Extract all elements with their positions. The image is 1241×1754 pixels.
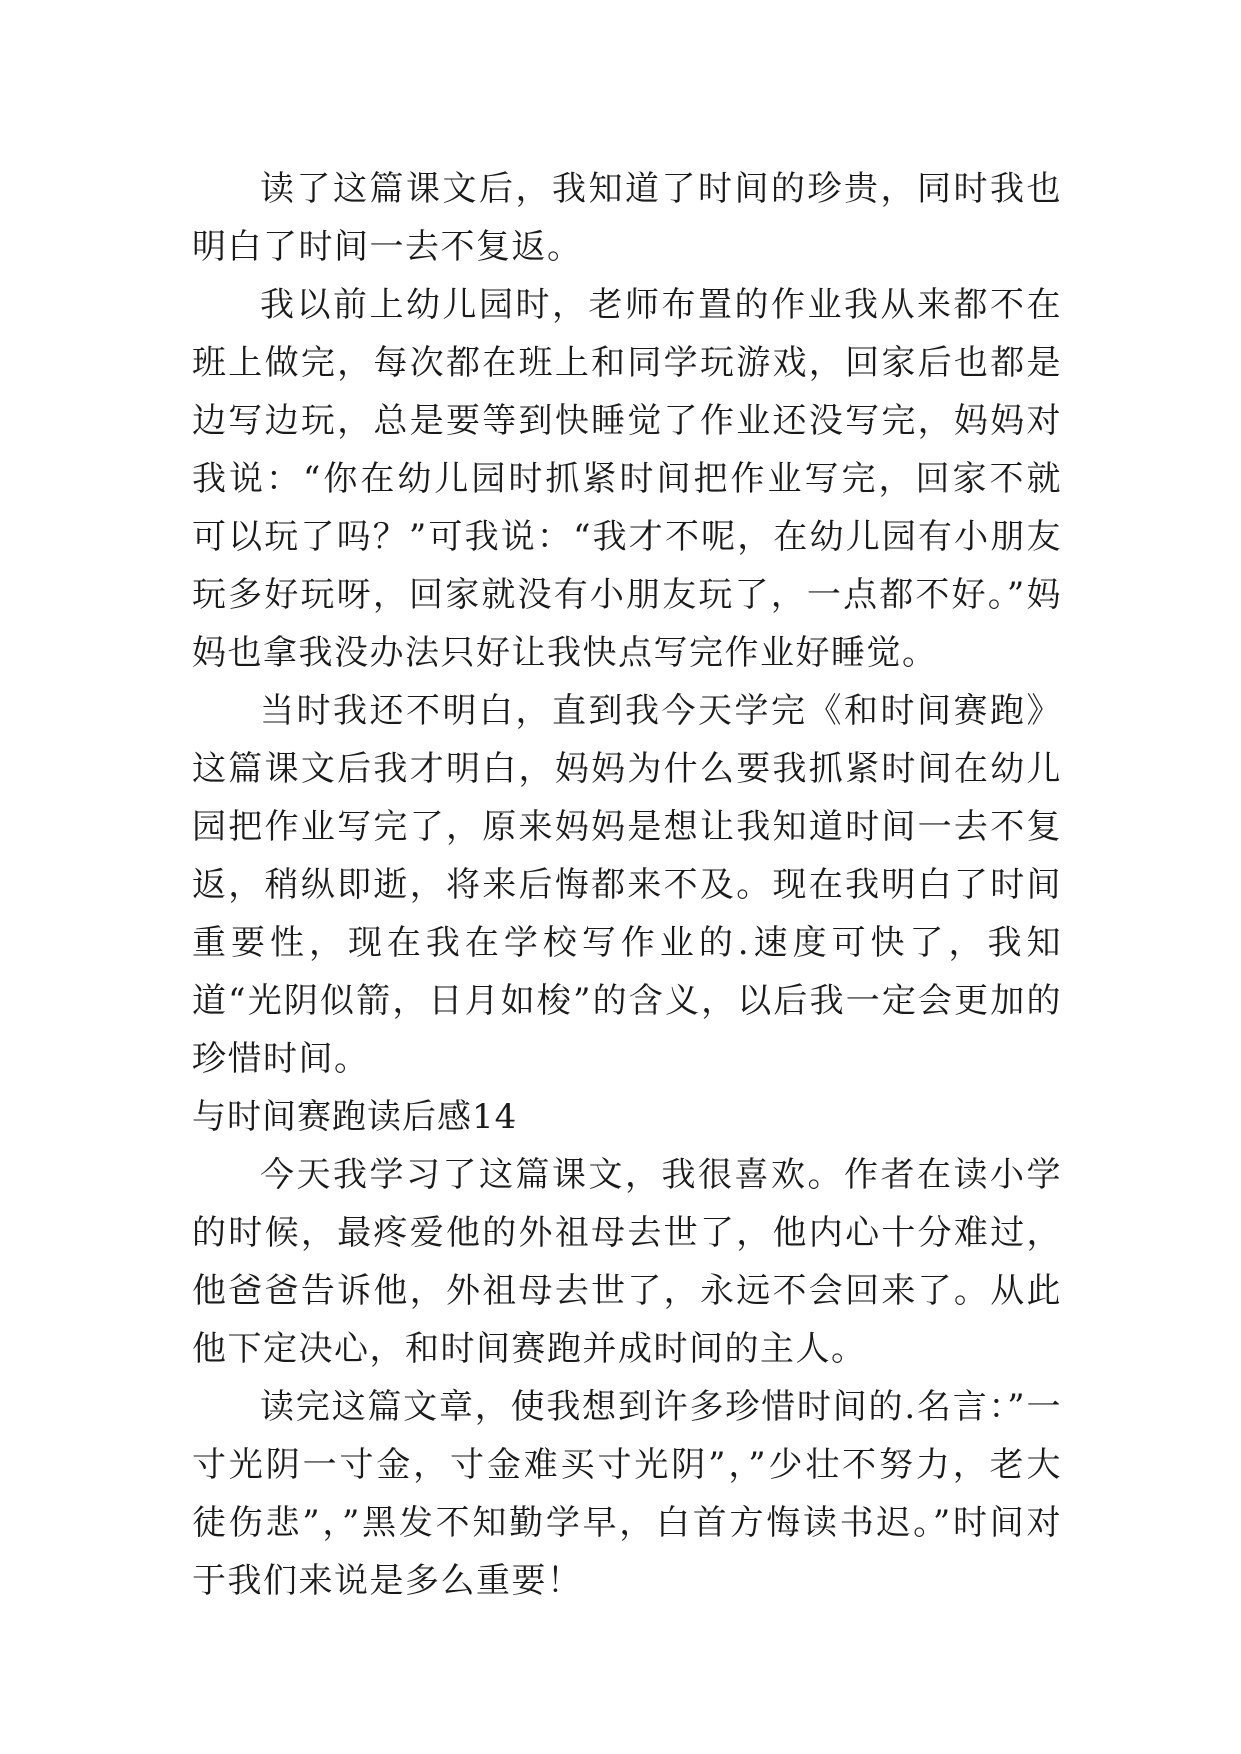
paragraph-4: 今天我学习了这篇课文，我很喜欢。作者在读小学的时候，最疼爱他的外祖母去世了，他内心十分难过，他爸爸告诉他，外祖母去世了，永远不会回来了。从此他下定决心，和时间赛跑并成时间的主人。 bbox=[192, 1155, 1062, 1369]
paragraph-2: 我以前上幼儿园时，老师布置的作业我从来都不在班上做完，每次都在班上和同学玩游戏，回家后也都是边写边玩，总是要等到快睡觉了作业还没写完，妈妈对我说：“你在幼儿园时抓紧时间把作业写完，回家不就可以玩了吗？”可我说：“我才不呢，在幼儿园有小朋友玩多好玩呀，回家就没有小朋友玩了，一点都不好。”妈妈也拿我没办法只好让我快点写完作业好睡觉。 bbox=[192, 285, 1062, 673]
document-body bbox=[192, 160, 1062, 1610]
paragraph-1: 读了这篇课文后，我知道了时间的珍贵，同时我也明白了时间一去不复返。 bbox=[192, 169, 1062, 267]
paragraph-3: 当时我还不明白，直到我今天学完《和时间赛跑》这篇课文后我才明白，妈妈为什么要我抓紧时间在幼儿园把作业写完了，原来妈妈是想让我知道时间一去不复返，稍纵即逝，将来后悔都来不及。现在我明白了时间重要性，现在我在学校写作业的.速度可快了，我知道“光阴似箭，日月如梭”的含义，以后我一定会更加的珍惜时间。 bbox=[192, 691, 1062, 1079]
paragraph-5: 读完这篇文章，使我想到许多珍惜时间的.名言：”一寸光阴一寸金，寸金难买寸光阴”，”少壮不努力，老大徒伤悲”，”黑发不知勤学早，白首方悔读书迟。”时间对于我们来说是多么重要！ bbox=[192, 1387, 1062, 1601]
section-heading: 与时间赛跑读后感14 bbox=[192, 1097, 518, 1137]
